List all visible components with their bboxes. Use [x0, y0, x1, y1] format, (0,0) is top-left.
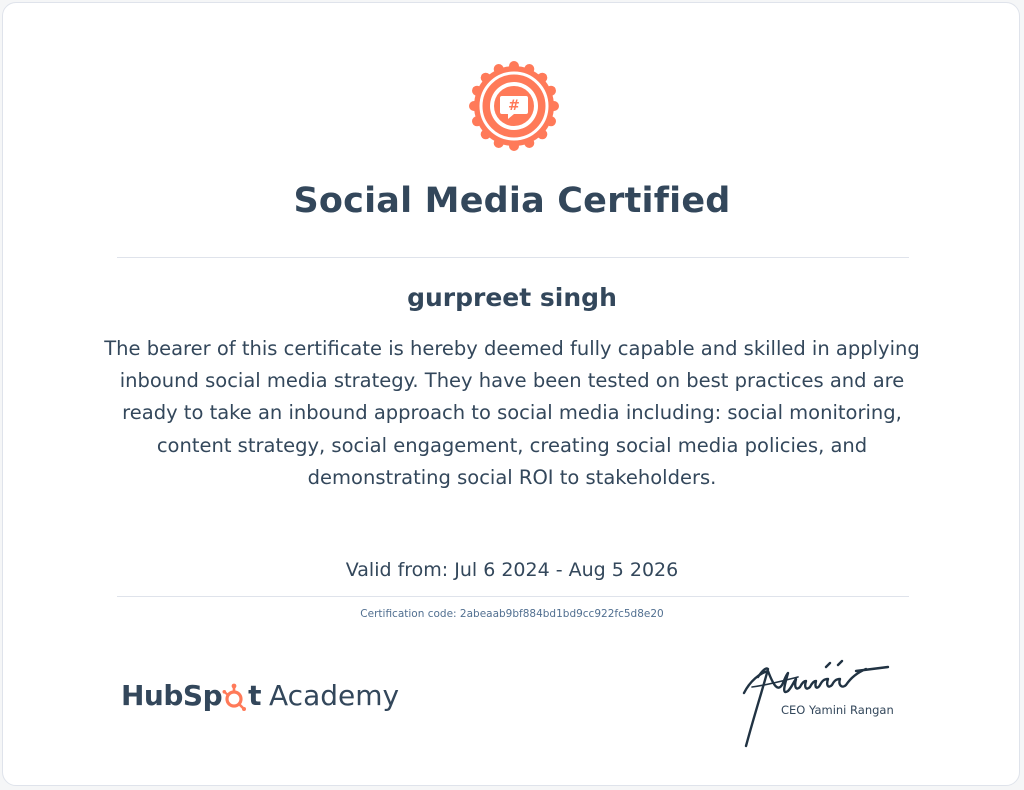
hashtag-glyph: #: [508, 98, 520, 114]
certificate-description: The bearer of this certificate is hereby deemed fully capable and skilled in applying inbound social media strategy. They have been tested on best practices and are ready to take an inbound approach to social media including: social monitoring, content strategy, social engagement, creating social media policies, and demonstrating social ROI to stakeholders.: [104, 337, 920, 489]
logo-wordmark-hubsp: HubSp: [121, 678, 223, 712]
certification-code: Certification code: 2abeaab9bf884bd1bd9cc922fc5d8e20: [360, 608, 664, 620]
footer-divider: [117, 596, 909, 597]
recipient-name: gurpreet singh: [407, 283, 617, 312]
logo-wordmark-t: t: [248, 678, 262, 712]
hubspot-academy-logo: [121, 673, 399, 717]
title-divider: [117, 257, 909, 258]
certificate-card: [2, 2, 1020, 786]
certification-badge-icon: [469, 61, 559, 151]
sprocket-icon: [222, 683, 248, 711]
certificate-title: Social Media Certified: [293, 181, 731, 221]
validity-period: Valid from: Jul 6 2024 - Aug 5 2026: [345, 559, 679, 581]
logo-wordmark-academy: Academy: [269, 678, 400, 712]
signer-title: CEO Yamini Rangan: [781, 703, 894, 717]
ceo-signature: [738, 651, 918, 751]
